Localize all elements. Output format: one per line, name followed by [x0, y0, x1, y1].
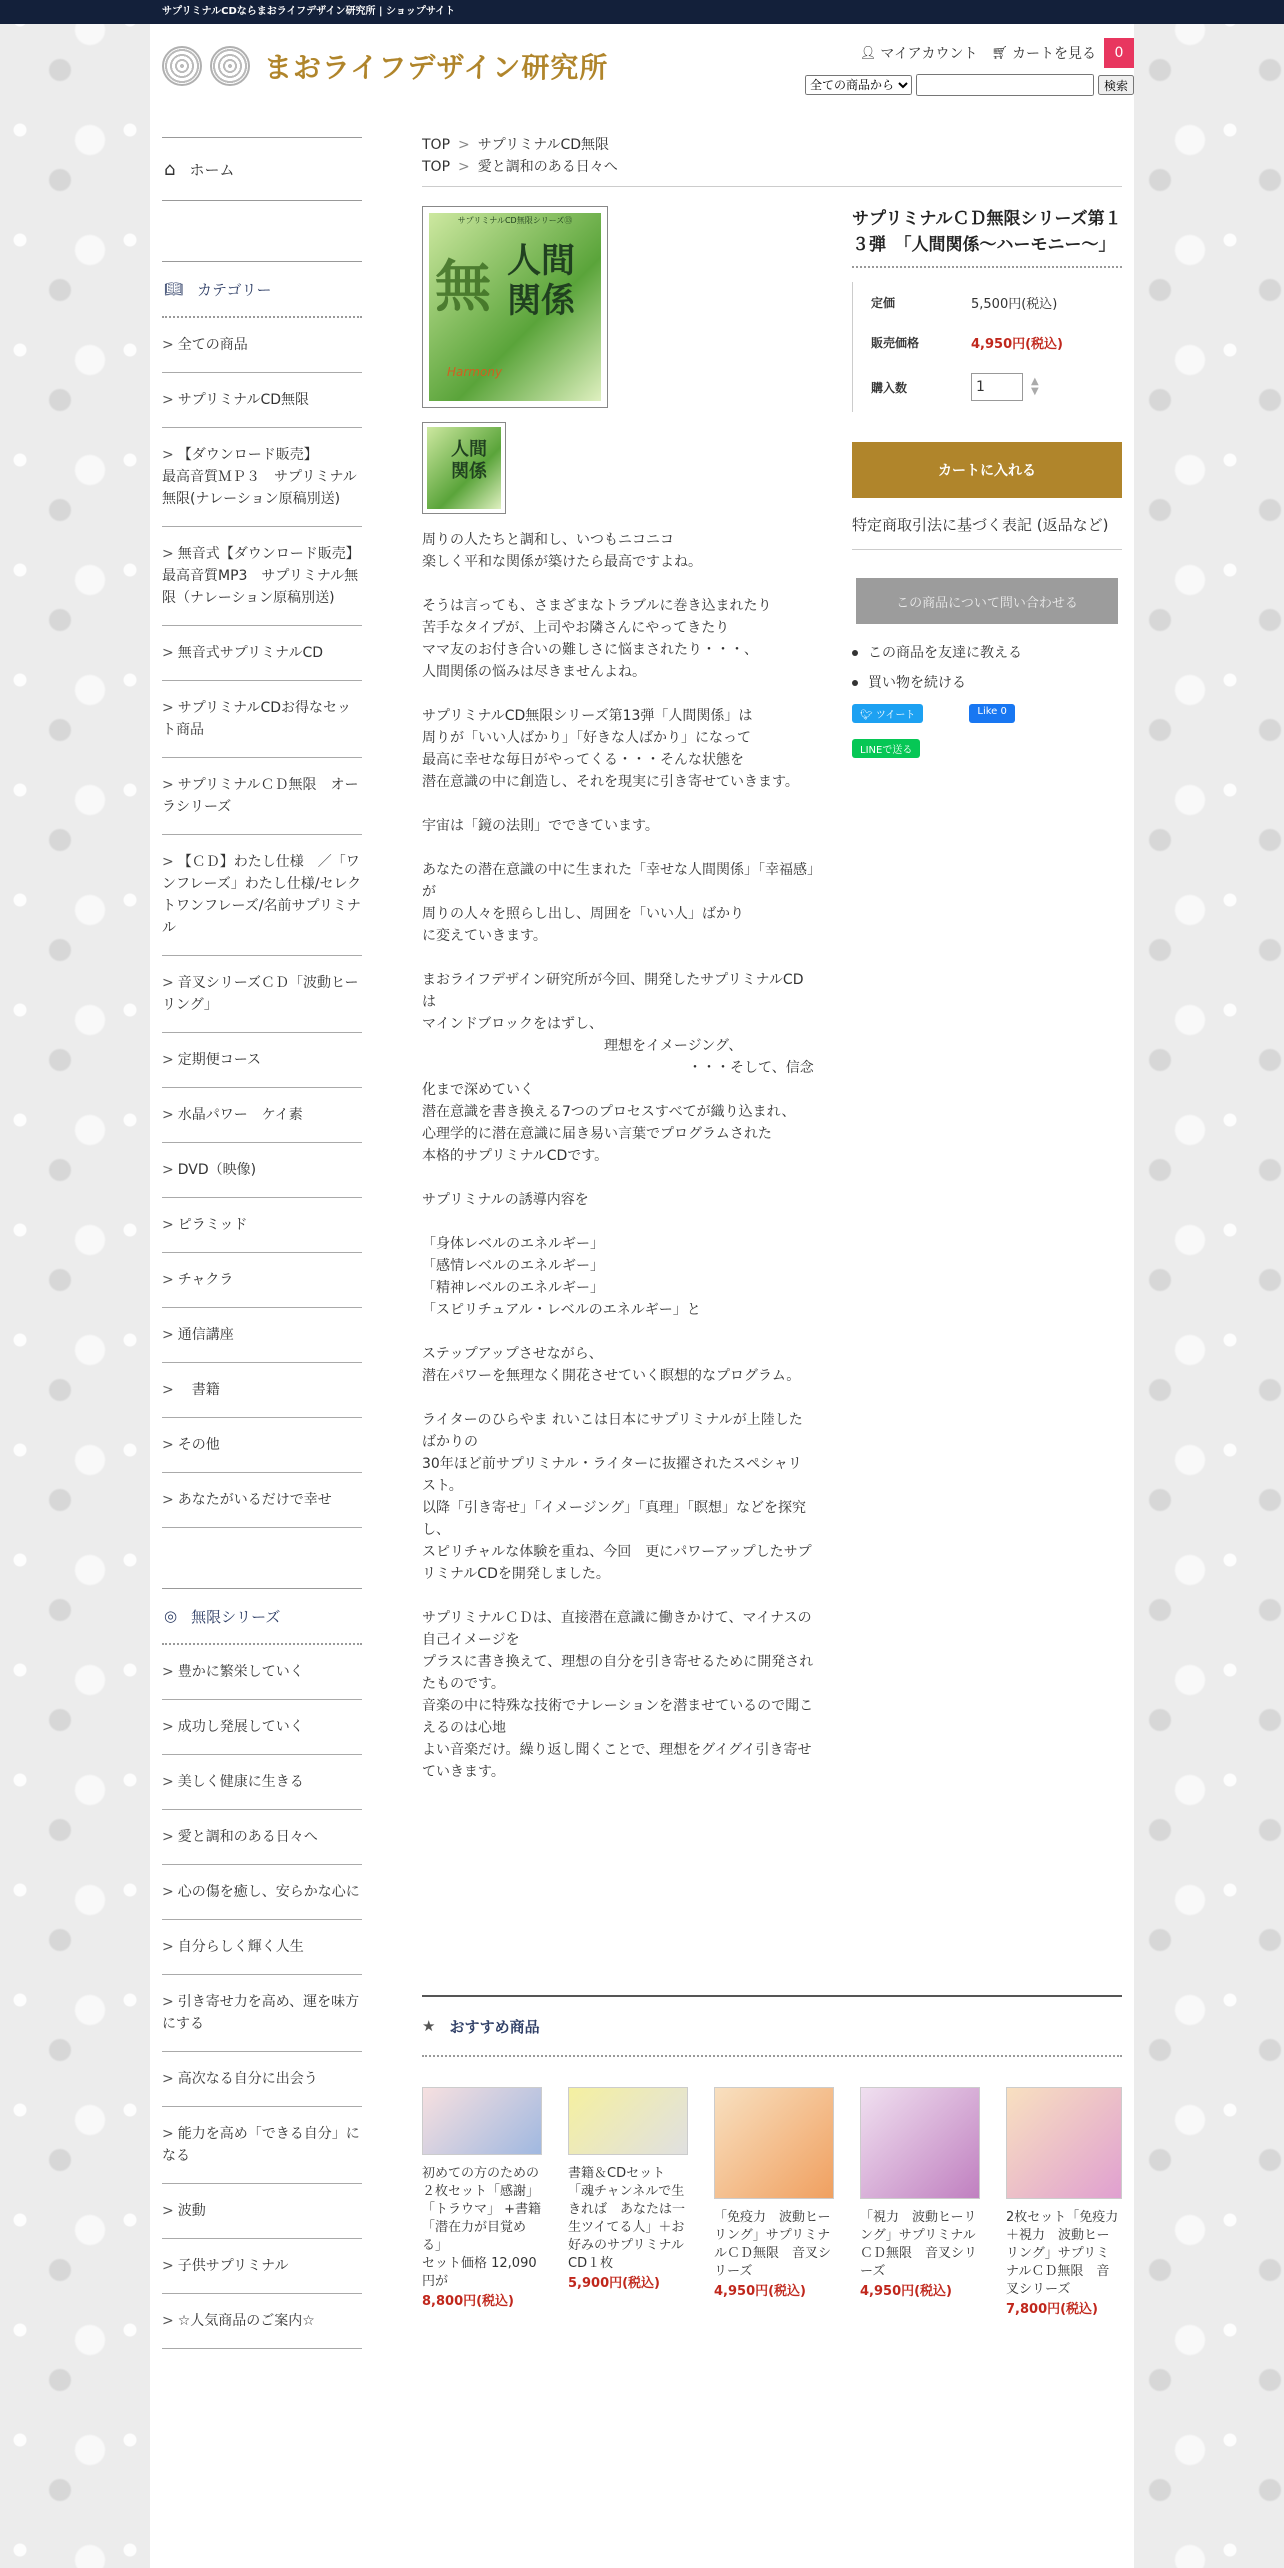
my-account-label: マイアカウント: [880, 46, 978, 62]
chevron-right-icon: >: [162, 1719, 174, 1735]
series-item-label: 美しく健康に生きる: [177, 1774, 304, 1790]
thumbnail-cover: [427, 427, 501, 509]
chevron-right-icon: >: [162, 2203, 174, 2219]
search-button[interactable]: 検索: [1098, 75, 1134, 95]
chevron-right-icon: >: [162, 1884, 174, 1900]
breadcrumb-row: [422, 156, 1122, 187]
series-list: [162, 1645, 362, 2349]
chevron-right-icon: >: [162, 2126, 174, 2142]
chevron-right-icon: >: [162, 1052, 174, 1068]
series-item[interactable]: [162, 2294, 362, 2349]
social-buttons: [852, 704, 1122, 723]
product-main-image[interactable]: [422, 206, 608, 408]
tell-friend-label: この商品を友達に教える: [868, 645, 1022, 661]
sale-price-label: 販売価格: [871, 335, 920, 350]
bullet-icon: [852, 680, 858, 686]
list-price: 5,500円(税込): [971, 296, 1058, 312]
quantity-input[interactable]: 1: [971, 373, 1023, 401]
chevron-right-icon: >: [162, 1829, 174, 1845]
category-item-label: その他: [177, 1437, 220, 1453]
series-item[interactable]: [162, 2107, 362, 2184]
cart-link[interactable]: [991, 38, 1134, 68]
thumbnail-title: 人間関係: [451, 439, 487, 482]
recommend-item-image[interactable]: [1006, 2087, 1122, 2199]
series-item-label: 成功し発展していく: [177, 1719, 304, 1735]
category-item-label: 水晶パワー ケイ素: [177, 1107, 303, 1123]
category-heading-label: カテゴリー: [197, 280, 272, 299]
series-item-label: 心の傷を癒し、安らかな心に: [177, 1884, 360, 1900]
search-input[interactable]: [916, 74, 1094, 96]
category-item[interactable]: [162, 527, 367, 626]
chevron-right-icon: >: [162, 854, 174, 870]
recommend-section: [422, 1995, 1122, 2407]
series-item[interactable]: [162, 1865, 362, 1920]
series-heading: [162, 1588, 362, 1645]
inquiry-button[interactable]: この商品について問い合わせる: [856, 578, 1118, 624]
sale-price: 4,950円(税込): [971, 336, 1064, 352]
list-price-label: 定価: [871, 295, 896, 310]
category-item[interactable]: [162, 1088, 362, 1143]
quantity-row: [871, 362, 1122, 412]
category-item-label: DVD（映像): [177, 1162, 257, 1178]
product-thumbnail[interactable]: [422, 422, 506, 514]
series-item-label: 子供サプリミナル: [177, 2258, 289, 2274]
category-list: [162, 318, 367, 1528]
product-title: サプリミナルＣＤ無限シリーズ第１３弾 「人間関係～ハーモニー～」: [852, 206, 1122, 268]
facebook-like-button[interactable]: Like 0: [969, 704, 1014, 723]
star-icon: ★: [422, 2017, 436, 2035]
logo-text: まおライフデザイン研究所: [264, 51, 609, 84]
series-item-label: ☆人気商品のご案内☆: [177, 2313, 315, 2329]
chevron-right-icon: >: [162, 700, 174, 716]
logo-mark-icon: [162, 46, 202, 86]
sidebar: [162, 137, 367, 2349]
category-item[interactable]: [162, 1418, 362, 1473]
home-icon: ⌂: [164, 158, 176, 180]
breadcrumb-separator: >: [458, 159, 470, 175]
sidebar-home-link[interactable]: [162, 137, 362, 201]
legal-notice-link[interactable]: 特定商取引法に基づく表記 (返品など): [852, 514, 1122, 550]
chevron-right-icon: >: [162, 337, 174, 353]
description-paragraph: あなたの潜在意識の中に生まれた「幸せな人間関係」「幸福感」が 周りの人々を照らし出し、周囲を「いい人」ばかり に変えていきます。: [422, 862, 814, 944]
user-icon: 👤︎: [859, 45, 877, 61]
series-item[interactable]: [162, 1920, 362, 1975]
category-item[interactable]: [162, 1143, 362, 1198]
recommend-item-name[interactable]: 「視力 波動ヒーリング」サプリミナルＣＤ無限 音叉シリーズ: [860, 2210, 978, 2279]
category-item-label: 通信講座: [177, 1327, 234, 1343]
chevron-right-icon: >: [162, 1217, 174, 1233]
recommend-item[interactable]: [1006, 2087, 1122, 2319]
recommend-item[interactable]: [860, 2087, 980, 2301]
chevron-right-icon: >: [162, 447, 174, 463]
quantity-stepper-icon[interactable]: ▲ ▼: [1031, 376, 1039, 397]
series-item-label: 愛と調和のある日々へ: [177, 1829, 318, 1845]
purchase-panel: [852, 206, 1122, 758]
logo-mark-icon: [210, 46, 250, 86]
chevron-right-icon: >: [162, 1327, 174, 1343]
chevron-right-icon: >: [162, 1939, 174, 1955]
chevron-right-icon: >: [162, 546, 174, 562]
series-item[interactable]: [162, 2052, 362, 2107]
header-links: [846, 38, 1134, 68]
page-container: [150, 24, 1134, 2568]
category-item-label: サプリミナルCDお得なセット商品: [162, 700, 352, 738]
my-account-link[interactable]: [860, 43, 978, 63]
chevron-right-icon: >: [162, 2071, 174, 2087]
recommend-item-image[interactable]: [568, 2087, 688, 2155]
chevron-right-icon: >: [162, 1272, 174, 1288]
price-box: [852, 282, 1122, 412]
series-item[interactable]: [162, 1645, 362, 1700]
chevron-right-icon: >: [162, 1162, 174, 1178]
sale-price-row: [871, 322, 1122, 362]
category-item-label: サプリミナルＣＤ無限 オーラシリーズ: [162, 777, 359, 815]
category-item[interactable]: [162, 681, 362, 758]
recommend-item-name[interactable]: 書籍＆CDセット「魂チャンネルで生きれば あなたは一生ツイてる人」＋お好みのサプリミナルCD１枚: [568, 2166, 686, 2271]
cd-cover-title: 人間関係: [507, 241, 575, 321]
chevron-right-icon: >: [162, 1994, 174, 2010]
breadcrumb-link[interactable]: 愛と調和のある日々へ: [477, 159, 618, 175]
sidebar-home-label: ホーム: [189, 160, 235, 179]
category-item[interactable]: [162, 758, 362, 835]
breadcrumb-separator: >: [458, 137, 470, 153]
chevron-right-icon: >: [162, 975, 174, 991]
description-paragraph: ステップアップさせながら、 潜在パワーを無理なく開花させていく瞑想的なプログラム。: [422, 1346, 801, 1384]
series-item-label: 豊かに繁栄していく: [177, 1664, 304, 1680]
chevron-right-icon: >: [162, 2258, 174, 2274]
chevron-right-icon: >: [162, 645, 174, 661]
category-item[interactable]: [162, 956, 362, 1033]
category-item[interactable]: [162, 1253, 362, 1308]
recommend-heading-label: おすすめ商品: [449, 2017, 540, 2036]
circles-icon: ◎: [164, 1607, 178, 1625]
recommend-item-price: 7,800円(税込): [1006, 2302, 1099, 2317]
series-item[interactable]: [162, 2184, 362, 2239]
breadcrumb-link[interactable]: TOP: [422, 137, 451, 153]
category-item[interactable]: [162, 835, 362, 956]
recommend-item-image[interactable]: [422, 2087, 542, 2155]
series-item-label: 高次なる自分に出会う: [177, 2071, 318, 2087]
chevron-right-icon: >: [162, 1492, 174, 1508]
category-item[interactable]: [162, 1198, 362, 1253]
category-item-label: 【ダウンロード販売】 最高音質ＭＰ３ サプリミナル無限(ナレーション原稿別送): [162, 447, 357, 507]
top-bar: [0, 0, 1284, 24]
chevron-right-icon: >: [162, 392, 174, 408]
category-item-label: 書籍: [177, 1382, 220, 1398]
top-bar-text: サプリミナルCDならまおライフデザイン研究所 | ショップサイト: [162, 6, 456, 17]
chevron-right-icon: >: [162, 1107, 174, 1123]
tweet-label: ツイート: [875, 710, 916, 721]
chevron-right-icon: >: [162, 1774, 174, 1790]
line-share-button[interactable]: LINEで送る: [852, 739, 920, 758]
description-paragraph: まおライフデザイン研究所が今回、開発したサプリミナルCDは マインドブロックをはずし、 理想をイメージング、 ・・・そして、信念化まで深めていく 潜在意識を書き換える7つのプロセスすべてが織り込まれ、 心理学的に潜在意識に届き易い言葉でプログラムされた 本格的サプリミナルCDです。: [422, 972, 814, 1164]
chevron-right-icon: >: [162, 1437, 174, 1453]
recommend-item-image[interactable]: [860, 2087, 980, 2199]
recommend-item-name[interactable]: 2枚セット「免疫力＋視力 波動ヒーリング」サプリミナルＣＤ無限 音叉シリーズ: [1006, 2210, 1119, 2297]
main-content: [422, 134, 1122, 1780]
recommend-heading: [422, 1995, 1122, 2057]
description-paragraph: 宇宙は「鏡の法則」でできています。: [422, 818, 659, 834]
cd-cover: [429, 213, 601, 401]
recommend-item[interactable]: [422, 2087, 542, 2311]
search-bar: [805, 74, 1134, 96]
recommend-item-price: 5,900円(税込): [568, 2276, 661, 2291]
series-item-label: 引き寄せ力を高め、運を味方にする: [162, 1994, 360, 2032]
series-item-label: 自分らしく輝く人生: [177, 1939, 304, 1955]
description-paragraph: サプリミナルCD無限シリーズ第13弾「人間関係」は 周りが「いい人ばかり」「好きな人ばかり」になって 最高に幸せな毎日がやってくる・・・そんな状態を 潜在意識の中に創造し、それを現実に引き寄せていきます。: [422, 708, 799, 790]
tweet-button[interactable]: [852, 704, 923, 723]
category-item-label: 【ＣＤ】わたし仕様 ／「ワンフレーズ」わたし仕様/セレクトワンフレーズ/名前サプリミナル: [162, 854, 362, 936]
continue-shopping-label: 買い物を続ける: [868, 675, 966, 691]
breadcrumb-link[interactable]: サプリミナルCD無限: [477, 137, 610, 153]
recommend-items: [422, 2087, 1122, 2407]
description-paragraph: 「身体レベルのエネルギー」 「感情レベルのエネルギー」 「精神レベルのエネルギー」 「スピリチュアル・レベルのエネルギー」と: [422, 1236, 701, 1318]
recommend-item-name[interactable]: 初めての方のための２枚セット「感謝」「トラウマ」 +書籍「潜在力が目覚める」 セット価格 12,090円が: [422, 2166, 542, 2289]
category-item-label: チャクラ: [177, 1272, 234, 1288]
chevron-right-icon: >: [162, 1382, 174, 1398]
action-links: [852, 642, 1122, 692]
breadcrumb: [422, 134, 1122, 187]
search-category-select[interactable]: [805, 75, 912, 95]
description-paragraph: サプリミナルの誘導内容を: [422, 1192, 589, 1208]
cart-icon: 🛒︎: [991, 45, 1008, 61]
series-item-label: 能力を高め「できる自分」になる: [162, 2126, 360, 2164]
series-item-label: 波動: [177, 2203, 206, 2219]
breadcrumb-link[interactable]: TOP: [422, 159, 451, 175]
category-item-label: ピラミッド: [177, 1217, 248, 1233]
category-item[interactable]: [162, 318, 362, 373]
description-paragraph: 周りの人たちと調和し、いつもニコニコ 楽しく平和な関係が築けたら最高ですよね。: [422, 532, 702, 570]
category-heading: [162, 261, 362, 318]
product-description: [422, 529, 814, 1805]
series-item[interactable]: [162, 2239, 362, 2294]
category-item[interactable]: [162, 373, 362, 428]
cd-cover-top-text: サプリミナルCD無限シリーズ⑬: [457, 216, 573, 225]
cd-cover-side-kanji: 無: [435, 254, 491, 320]
recommend-item-name[interactable]: 「免疫力 波動ヒーリング」サプリミナルＣＤ無限 音叉シリーズ: [714, 2210, 832, 2279]
category-item-label: 音叉シリーズＣＤ「波動ヒーリング」: [162, 975, 359, 1013]
quantity-label: 購入数: [871, 380, 908, 395]
continue-shopping-link[interactable]: [852, 672, 1122, 692]
category-item[interactable]: [162, 626, 362, 681]
category-item-label: 全ての商品: [177, 337, 248, 353]
category-item-label: 無音式サプリミナルCD: [177, 645, 324, 661]
recommend-item-price: 4,950円(税込): [714, 2284, 807, 2299]
recommend-item[interactable]: [568, 2087, 688, 2293]
recommend-item[interactable]: [714, 2087, 834, 2301]
category-item[interactable]: [162, 1473, 362, 1528]
series-item[interactable]: [162, 1700, 362, 1755]
chevron-right-icon: >: [162, 1664, 174, 1680]
description-paragraph: ライターのひらやま れいこは日本にサプリミナルが上陸したばかりの 30年ほど前サプリミナル・ライターに抜擢されたスペシャリスト。 以降「引き寄せ」「イメージング」「真理」「瞑想」などを探究し、 スピリチャルな体験を重ね、今回 更にパワーアップしたサプリミナルCDを開発しました。: [422, 1412, 812, 1582]
category-item-label: 定期便コース: [177, 1052, 262, 1068]
description-paragraph: サプリミナルＣＤは、直接潜在意識に働きかけて、マイナスの自己イメージを プラスに書き換えて、理想の自分を引き寄せるために開発されたものです。 音楽の中に特殊な技術でナレーションを潜ませているので聞こえるのは心地 よい音楽だけ。繰り返し聞くことで、理想をグイグイ引き寄せていきます。: [422, 1610, 814, 1780]
series-item[interactable]: [162, 1810, 362, 1865]
category-item-label: あなたがいるだけで幸せ: [177, 1492, 332, 1508]
category-item[interactable]: [162, 1363, 362, 1418]
recommend-item-image[interactable]: [714, 2087, 834, 2199]
category-item[interactable]: [162, 1033, 362, 1088]
list-price-row: [871, 282, 1122, 322]
chevron-right-icon: >: [162, 777, 174, 793]
recommend-item-price: 8,800円(税込): [422, 2294, 515, 2309]
chevron-right-icon: >: [162, 2313, 174, 2329]
logo[interactable]: [162, 44, 608, 88]
category-item-label: サプリミナルCD無限: [177, 392, 310, 408]
description-paragraph: そうは言っても、さまざまなトラブルに巻き込まれたり 苦手なタイプが、上司やお隣さんにやってきたり ママ友のお付き合いの難しさに悩まされたり・・・、 人間関係の悩みは尽きませんよね。: [422, 598, 772, 680]
cart-count-badge: 0: [1104, 38, 1134, 68]
cart-label: カートを見る: [1012, 46, 1096, 62]
twitter-icon: 🐦︎: [860, 710, 873, 721]
series-item[interactable]: [162, 1975, 362, 2052]
bullet-icon: [852, 650, 858, 656]
tell-friend-link[interactable]: [852, 642, 1122, 662]
category-item-label: 無音式【ダウンロード販売】 最高音質MP3 サプリミナル無限（ナレーション原稿別送): [162, 546, 367, 606]
book-icon: 📖︎: [164, 280, 184, 298]
series-item[interactable]: [162, 1755, 362, 1810]
category-item[interactable]: [162, 1308, 362, 1363]
recommend-item-price: 4,950円(税込): [860, 2284, 953, 2299]
series-heading-label: 無限シリーズ: [191, 1607, 281, 1626]
cd-cover-subtitle: Harmony: [447, 365, 503, 379]
category-item[interactable]: [162, 428, 362, 527]
add-to-cart-button[interactable]: カートに入れる: [852, 442, 1122, 498]
breadcrumb-row: [422, 134, 1122, 156]
